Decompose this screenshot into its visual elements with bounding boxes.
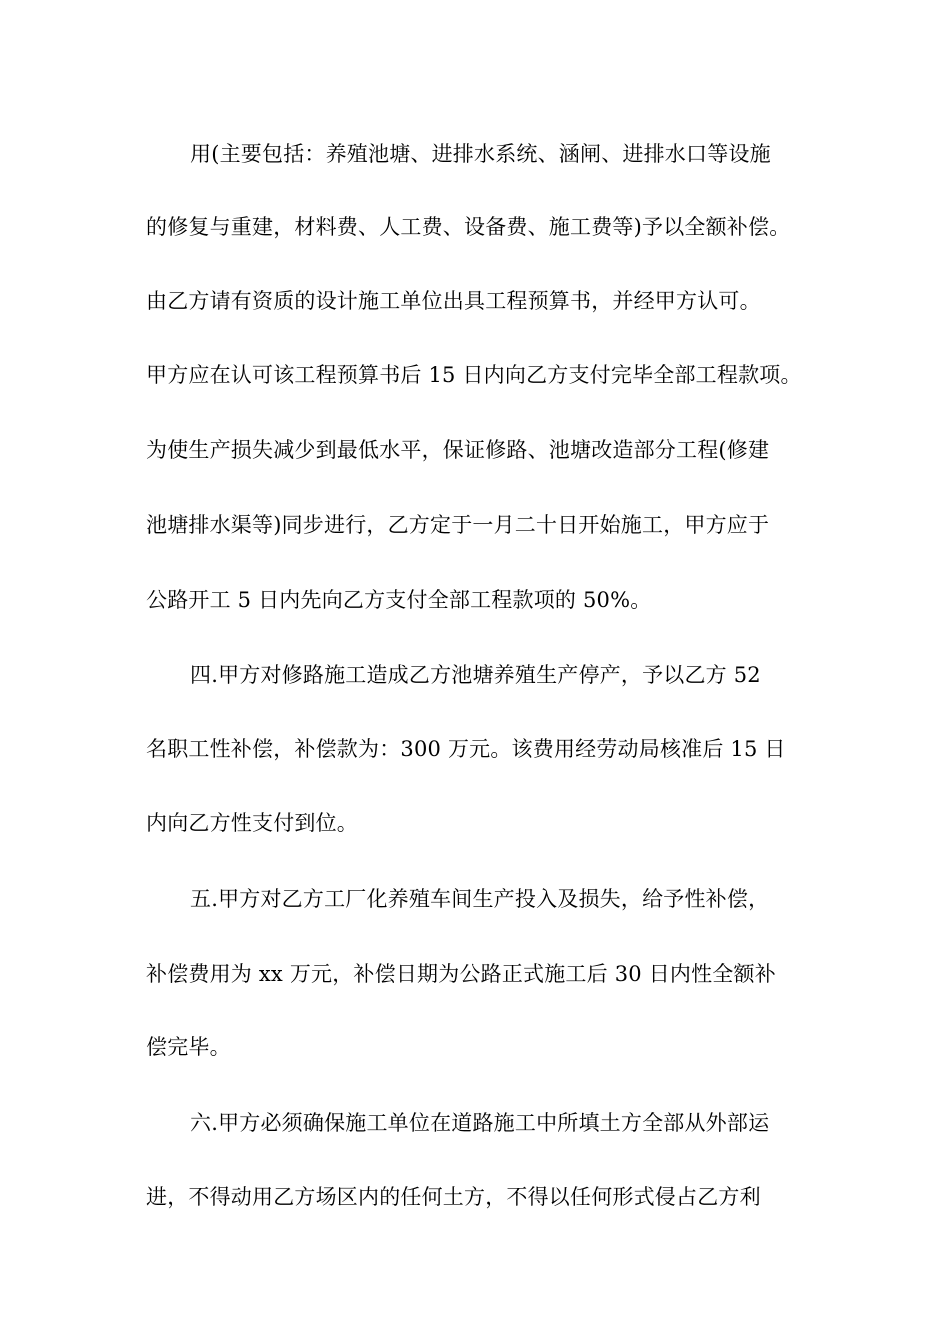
section-five-line-2: 补偿费用为 xx 万元，补偿日期为公路正式施工后 30 日内性全额补	[146, 962, 776, 986]
section-five-line-1: 五.甲方对乙方工厂化养殖车间生产投入及损失，给予性补偿，	[190, 887, 770, 911]
section-four-line-3: 内向乙方性支付到位。	[146, 811, 358, 835]
section-six-line-1: 六.甲方必须确保施工单位在道路施工中所填土方全部从外部运	[190, 1111, 770, 1135]
paragraph-line-2: 的修复与重建，材料费、人工费、设备费、施工费等)予以全额补偿。	[146, 215, 791, 239]
paragraph-line-5: 为使生产损失减少到最低水平，保证修路、池塘改造部分工程(修建	[146, 438, 770, 462]
section-four-line-2: 名职工性补偿，补偿款为：300 万元。该费用经劳动局核准后 15 日	[146, 737, 786, 761]
paragraph-line-3: 由乙方请有资质的设计施工单位出具工程预算书，并经甲方认可。	[146, 289, 761, 313]
paragraph-line-1: 用(主要包括：养殖池塘、进排水系统、涵闸、进排水口等设施	[190, 142, 771, 166]
section-six-line-2: 进，不得动用乙方场区内的任何土方，不得以任何形式侵占乙方利	[146, 1185, 761, 1209]
section-five-line-3: 偿完毕。	[146, 1035, 231, 1059]
section-four-line-1: 四.甲方对修路施工造成乙方池塘养殖生产停产，予以乙方 52	[190, 663, 761, 687]
paragraph-line-6: 池塘排水渠等)同步进行，乙方定于一月二十日开始施工，甲方应于	[146, 513, 770, 537]
paragraph-line-4: 甲方应在认可该工程预算书后 15 日内向乙方支付完毕全部工程款项。	[146, 363, 802, 387]
paragraph-line-7: 公路开工 5 日内先向乙方支付全部工程款项的 50%。	[146, 588, 652, 612]
